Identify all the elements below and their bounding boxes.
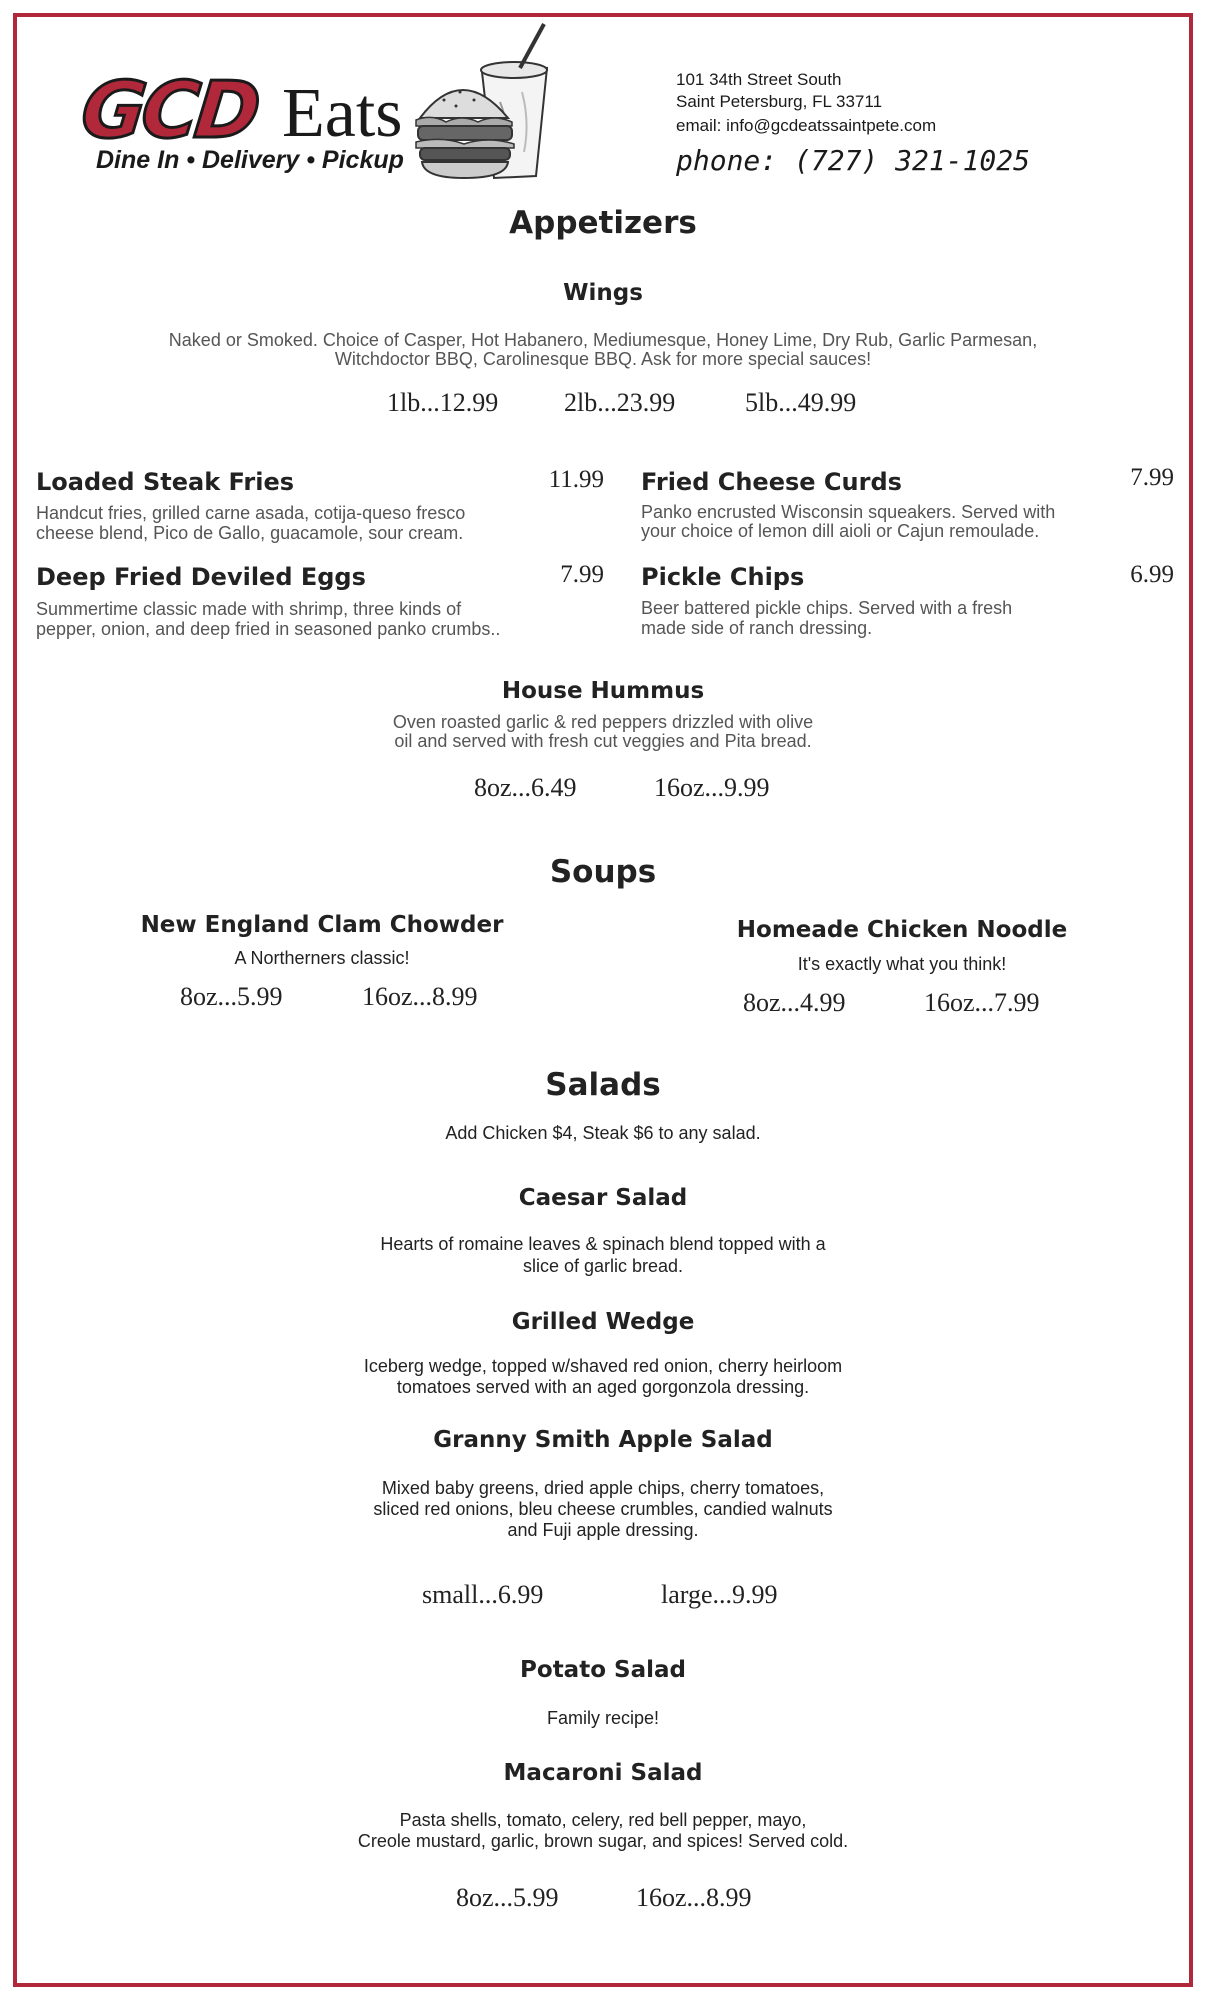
clam-chowder-desc: A Northerners classic! xyxy=(234,948,410,968)
wings-price-2lb: 2lb...23.99 xyxy=(564,388,676,417)
granny-desc-2: sliced red onions, bleu cheese crumbles, candied walnuts xyxy=(373,1499,833,1519)
hummus-price-16oz: 16oz...9.99 xyxy=(654,773,770,802)
hummus-desc-2: oil and served with fresh cut veggies and Pita bread. xyxy=(394,731,812,751)
address-line-2: Saint Petersburg, FL 33711 xyxy=(676,92,883,111)
item-title-potato-salad: Potato Salad xyxy=(520,1657,686,1683)
clam-chowder-price-16oz: 16oz...8.99 xyxy=(362,982,478,1011)
logo-brand: GCD xyxy=(77,66,261,156)
item-title-clam-chowder: New England Clam Chowder xyxy=(140,912,504,938)
deviled-eggs-desc-1: Summertime classic made with shrimp, three kinds of xyxy=(36,599,462,619)
item-title-fried-cheese-curds: Fried Cheese Curds xyxy=(641,468,902,496)
macaroni-price-8oz: 8oz...5.99 xyxy=(456,1883,559,1912)
salad-price-large: large...9.99 xyxy=(661,1580,778,1609)
wedge-desc-2: tomatoes served with an aged gorgonzola dressing. xyxy=(396,1377,810,1397)
pickle-chips-desc-1: Beer battered pickle chips. Served with a fresh xyxy=(641,598,1013,618)
loaded-steak-fries-desc-1: Handcut fries, grilled carne asada, cotija-queso fresco xyxy=(36,503,466,523)
logo-word: Eats xyxy=(282,75,403,152)
burger-and-drink-icon xyxy=(412,22,562,182)
section-title-soups: Soups xyxy=(549,854,657,890)
item-title-caesar-salad: Caesar Salad xyxy=(518,1185,688,1211)
granny-desc-1: Mixed baby greens, dried apple chips, cherry tomatoes, xyxy=(381,1478,825,1498)
macaroni-desc-1: Pasta shells, tomato, celery, red bell pepper, mayo, xyxy=(399,1810,807,1830)
caesar-desc-1: Hearts of romaine leaves & spinach blend topped with a xyxy=(380,1234,826,1254)
chicken-noodle-price-16oz: 16oz...7.99 xyxy=(924,988,1040,1017)
section-title-salads: Salads xyxy=(545,1067,661,1103)
loaded-steak-fries-desc-2: cheese blend, Pico de Gallo, guacamole, sour cream. xyxy=(36,523,464,543)
price-fried-cheese-curds: 7.99 xyxy=(1130,464,1174,491)
chicken-noodle-price-8oz: 8oz...4.99 xyxy=(743,988,846,1017)
macaroni-price-16oz: 16oz...8.99 xyxy=(636,1883,752,1912)
pickle-chips-desc-2: made side of ranch dressing. xyxy=(641,618,873,638)
item-title-macaroni-salad: Macaroni Salad xyxy=(503,1760,703,1786)
price-loaded-steak-fries: 11.99 xyxy=(548,466,604,493)
item-title-loaded-steak-fries: Loaded Steak Fries xyxy=(36,468,294,496)
clam-chowder-price-8oz: 8oz...5.99 xyxy=(180,982,283,1011)
granny-desc-3: and Fuji apple dressing. xyxy=(507,1520,699,1540)
wedge-desc-1: Iceberg wedge, topped w/shaved red onion, cherry heirloom xyxy=(363,1356,843,1376)
item-title-deep-fried-deviled-eggs: Deep Fried Deviled Eggs xyxy=(36,563,366,591)
wings-description-line-1: Naked or Smoked. Choice of Casper, Hot Habanero, Mediumesque, Honey Lime, Dry Rub, Garlic Parmesan, xyxy=(168,330,1038,350)
price-pickle-chips: 6.99 xyxy=(1130,561,1174,588)
wings-description-line-2: Witchdoctor BBQ, Carolinesque BBQ. Ask for more special sauces! xyxy=(334,349,872,369)
potato-salad-desc: Family recipe! xyxy=(546,1708,660,1728)
price-deep-fried-deviled-eggs: 7.99 xyxy=(560,561,604,588)
deviled-eggs-desc-2: pepper, onion, and deep fried in seasoned panko crumbs.. xyxy=(36,619,501,639)
tagline: Dine In • Delivery • Pickup xyxy=(96,146,404,174)
hummus-desc-1: Oven roasted garlic & red peppers drizzled with olive xyxy=(392,712,814,732)
wings-price-1lb: 1lb...12.99 xyxy=(387,388,499,417)
item-title-pickle-chips: Pickle Chips xyxy=(641,563,805,591)
salad-price-small: small...6.99 xyxy=(422,1580,544,1609)
caesar-desc-2: slice of garlic bread. xyxy=(522,1256,684,1276)
macaroni-desc-2: Creole mustard, garlic, brown sugar, and spices! Served cold. xyxy=(357,1831,849,1851)
email-text: email: info@gcdeatssaintpete.com xyxy=(676,116,937,135)
item-title-chicken-noodle: Homeade Chicken Noodle xyxy=(736,917,1068,943)
cheese-curds-desc-2: your choice of lemon dill aioli or Cajun remoulade. xyxy=(641,521,1040,541)
cheese-curds-desc-1: Panko encrusted Wisconsin squeakers. Served with xyxy=(641,502,1056,522)
salads-addon-note: Add Chicken $4, Steak $6 to any salad. xyxy=(445,1123,761,1143)
phone-text: phone: (727) 321-1025 xyxy=(676,144,1031,177)
chicken-noodle-desc: It's exactly what you think! xyxy=(797,954,1007,974)
address-line-1: 101 34th Street South xyxy=(676,70,842,89)
hummus-price-8oz: 8oz...6.49 xyxy=(474,773,577,802)
item-title-grilled-wedge: Grilled Wedge xyxy=(511,1309,695,1335)
section-title-appetizers: Appetizers xyxy=(509,205,697,241)
item-title-granny-smith-apple-salad: Granny Smith Apple Salad xyxy=(433,1427,773,1453)
wings-price-5lb: 5lb...49.99 xyxy=(745,388,857,417)
item-title-house-hummus: House Hummus xyxy=(501,678,705,704)
item-title-wings: Wings xyxy=(563,280,643,306)
